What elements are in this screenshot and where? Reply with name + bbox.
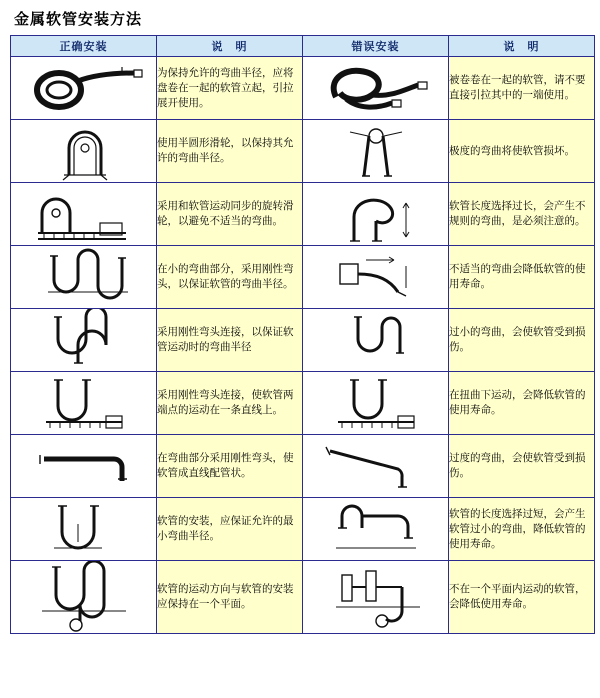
description-correct: 在弯曲部分采用刚性弯头，使软管成直线配管状。 [157, 435, 303, 498]
too-small-bend-radius-figure [303, 309, 448, 371]
table-row [11, 561, 595, 634]
table-row [11, 498, 595, 561]
rigid-elbow-straight-line-motion-figure [11, 372, 156, 434]
figure-cell-wrong [303, 435, 449, 498]
description-wrong: 极度的弯曲将使软管损坏。 [449, 120, 595, 183]
table-row [11, 372, 595, 435]
synchronized-rotating-sheave-figure [11, 183, 156, 245]
table-row [11, 246, 595, 309]
page-title: 金属软管安装方法 [14, 10, 143, 28]
twisting-motion-figure [303, 372, 448, 434]
description-wrong: 不在一个平面内运动的软管，会降低使用寿命。 [449, 561, 595, 634]
description-wrong: 过小的弯曲，会使软管受到损伤。 [449, 309, 595, 372]
description-correct: 采用和软管运动同步的旋转滑轮，以避免不适当的弯曲。 [157, 183, 303, 246]
description-correct: 采用刚性弯头连接，使软管两端点的运动在一条直线上。 [157, 372, 303, 435]
figure-cell-wrong [303, 57, 449, 120]
figure-cell-correct [11, 246, 157, 309]
table-header-row [11, 36, 595, 57]
table-header [11, 36, 595, 57]
description-wrong: 不适当的弯曲会降低软管的使用寿命。 [449, 246, 595, 309]
description-wrong: 在扭曲下运动，会降低软管的使用寿命。 [449, 372, 595, 435]
description-wrong: 软管长度选择过长，会产生不规则的弯曲，是必须注意的。 [449, 183, 595, 246]
description-wrong: 过度的弯曲，会使软管受到损伤。 [449, 435, 595, 498]
description-correct: 软管的安装，应保证允许的最小弯曲半径。 [157, 498, 303, 561]
hose-installation-table [10, 35, 595, 634]
figure-cell-correct [11, 120, 157, 183]
figure-cell-correct [11, 57, 157, 120]
description-correct: 在小的弯曲部分，采用刚性弯头，以保证软管的弯曲半径。 [157, 246, 303, 309]
column-header-wrong-desc: 说 明 [449, 36, 595, 57]
straight-pipe-with-rigid-elbow-figure [11, 435, 156, 497]
figure-cell-wrong [303, 183, 449, 246]
table-row [11, 183, 595, 246]
column-header-correct-install: 正确安装 [11, 36, 157, 57]
figure-cell-wrong [303, 561, 449, 634]
description-wrong: 被卷卷在一起的软管，请不要直接引拉其中的一端使用。 [449, 57, 595, 120]
table-row [11, 57, 595, 120]
description-correct: 为保持允许的弯曲半径，应将盘卷在一起的软管立起，引拉展开使用。 [157, 57, 303, 120]
description-wrong: 软管的长度选择过短，会产生软管过小的弯曲，降低软管的使用寿命。 [449, 498, 595, 561]
table-body [11, 57, 595, 634]
figure-cell-correct [11, 309, 157, 372]
motion-out-of-plane-figure [303, 561, 448, 633]
motion-in-same-plane-figure [11, 561, 156, 633]
too-long-hose-small-bend-figure [303, 498, 448, 560]
figure-cell-wrong [303, 498, 449, 561]
figure-cell-correct [11, 498, 157, 561]
table-row [11, 309, 595, 372]
coiled-hose-pulled-from-middle-figure [303, 57, 448, 119]
figure-cell-correct [11, 372, 157, 435]
overlong-hose-irregular-bend-figure [303, 183, 448, 245]
table-row [11, 435, 595, 498]
coiled-hose-standing-upright-figure [11, 57, 156, 119]
sharp-bend-over-pulley-figure [303, 120, 448, 182]
figure-cell-correct [11, 435, 157, 498]
table-row [11, 120, 595, 183]
figure-cell-wrong [303, 309, 449, 372]
column-header-wrong-install: 错误安装 [303, 36, 449, 57]
minimum-bend-radius-installation-figure [11, 498, 156, 560]
figure-cell-correct [11, 561, 157, 634]
rigid-elbow-small-bend-figure [11, 246, 156, 308]
figure-cell-wrong [303, 372, 449, 435]
excessive-bend-damage-figure [303, 435, 448, 497]
column-header-correct-desc: 说 明 [157, 36, 303, 57]
figure-cell-wrong [303, 120, 449, 183]
figure-cell-correct [11, 183, 157, 246]
description-correct: 采用刚性弯头连接，以保证软管运动时的弯曲半径 [157, 309, 303, 372]
description-correct: 使用半圆形滑轮，以保持其允许的弯曲半径。 [157, 120, 303, 183]
figure-cell-wrong [303, 246, 449, 309]
improper-bend-shortens-life-figure [303, 246, 448, 308]
rigid-bend-connection-figure [11, 309, 156, 371]
semicircular-sheave-figure [11, 120, 156, 182]
description-correct: 软管的运动方向与软管的安装应保持在一个平面。 [157, 561, 303, 634]
